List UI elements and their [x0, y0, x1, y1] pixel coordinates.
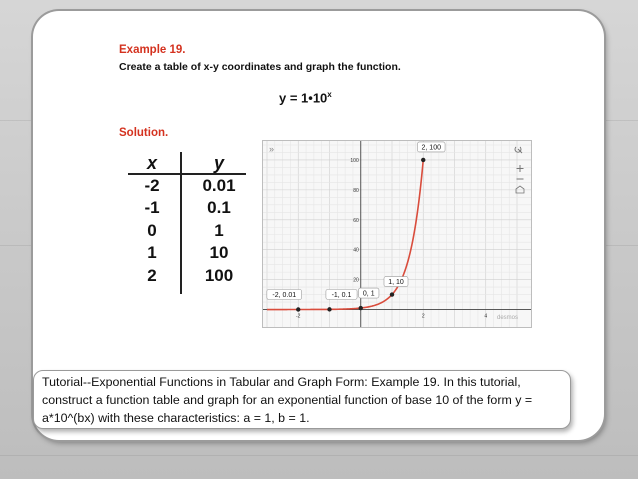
x-tick-label: 4	[484, 313, 488, 320]
point-label: -2, 0.01	[272, 292, 297, 300]
table-cell-x: 1	[147, 243, 157, 263]
point-label: 1, 10	[388, 279, 404, 287]
table-cell-x: 0	[147, 220, 157, 240]
caption-text: Tutorial--Exponential Functions in Tabular and Graph Form: Example 19. In this tutorial, construct a function table and graph for an exponential function of base 10 of the form y = a*10^(bx) with these characteristics: a = 1, b = 1.	[42, 375, 533, 425]
data-point	[296, 307, 300, 311]
plus-icon[interactable]	[517, 165, 524, 172]
graph-grid	[263, 141, 531, 327]
table-row	[122, 242, 254, 265]
collapse-icon[interactable]: »	[269, 144, 275, 154]
table-cell-y: 10	[209, 243, 229, 263]
x-tick-label: 2	[421, 313, 425, 320]
table-row	[122, 265, 254, 288]
point-label: -1, 0.1	[331, 291, 352, 299]
table-row	[122, 220, 254, 243]
table-cell-x: 2	[147, 265, 157, 285]
y-tick-label: 60	[353, 217, 359, 224]
table-cell-y: 0.01	[202, 175, 236, 195]
solution-label: Solution.	[119, 127, 169, 139]
y-tick-label: 20	[353, 277, 359, 284]
table-row	[122, 175, 254, 198]
table-divider-horizontal	[128, 173, 246, 175]
point-label: 0, 1	[362, 290, 375, 298]
table-cell-y: 100	[204, 265, 234, 285]
wrench-icon[interactable]	[515, 147, 522, 153]
table-header-y: y	[213, 152, 224, 173]
y-tick-label: 40	[353, 247, 359, 254]
table-header-x: x	[146, 152, 157, 173]
y-tick-label: 80	[353, 187, 359, 194]
example-title: Example 19.	[119, 44, 186, 56]
data-point	[421, 158, 425, 162]
graph-panel[interactable]	[262, 140, 532, 328]
data-point	[390, 292, 394, 296]
example-instruction: Create a table of x-y coordinates and graph the function.	[119, 61, 401, 73]
table-header-row	[122, 152, 254, 175]
table-cell-x: -1	[144, 198, 160, 218]
table-cell-y: 0.1	[207, 198, 231, 218]
graph-svg[interactable]	[263, 141, 531, 327]
y-tick-label: 100	[350, 157, 359, 164]
equation-exponent: x	[327, 90, 332, 99]
table-row	[122, 197, 254, 220]
graph-axes	[263, 141, 531, 327]
point-label: 2, 100	[421, 144, 441, 152]
x-tick-label: -2	[296, 313, 301, 320]
equation	[279, 90, 332, 105]
data-point	[327, 307, 331, 311]
watermark: desmos	[497, 315, 519, 321]
caption-box	[33, 370, 571, 429]
equation-base: y = 1•10	[279, 90, 328, 106]
data-point	[359, 306, 363, 310]
table-cell-y: 1	[214, 220, 224, 240]
table-cell-x: -2	[144, 175, 160, 195]
